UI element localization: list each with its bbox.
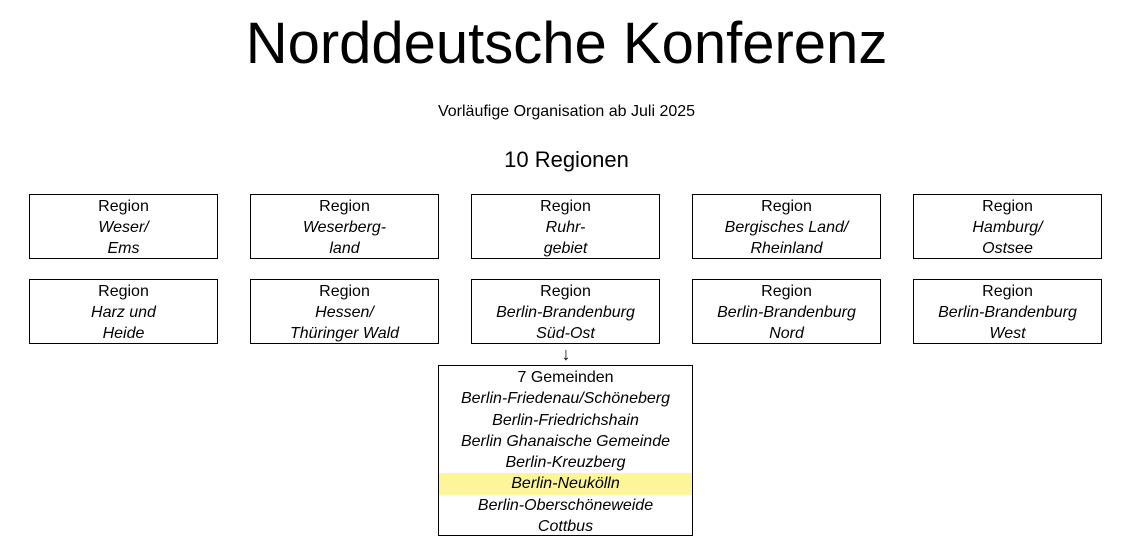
- region-name-line1: Berlin-Brandenburg: [938, 304, 1077, 321]
- region-name-line2: land: [329, 240, 360, 257]
- region-name-line1: Harz und: [91, 304, 156, 321]
- gemeinde-item: Berlin-Kreuzberg: [505, 454, 626, 472]
- region-box-berlin-brandenburg-nord: [692, 279, 881, 344]
- region-box-hessen-thueringer-wald: [250, 279, 439, 344]
- region-name-line2: Süd-Ost: [536, 325, 595, 342]
- region-name-line1: Weserberg-: [302, 219, 387, 236]
- region-box-hamburg-ostsee: [913, 194, 1102, 259]
- page-title: Norddeutsche Konferenz: [245, 11, 888, 76]
- page-subtitle: Vorläufige Organisation ab Juli 2025: [437, 103, 696, 120]
- regions-count-heading: 10 Regionen: [504, 147, 629, 172]
- region-label: Region: [319, 198, 370, 215]
- region-name-line2: Rheinland: [750, 240, 823, 257]
- gemeinden-box: [438, 365, 693, 536]
- region-label: Region: [98, 198, 149, 215]
- region-name-line1: Ruhr-: [545, 219, 586, 236]
- region-name-line1: Bergisches Land/: [724, 219, 849, 236]
- region-box-harz-heide: [29, 279, 218, 344]
- region-name-line2: West: [989, 325, 1026, 342]
- region-name-line1: Weser/: [98, 219, 149, 236]
- region-name-line1: Hessen/: [315, 304, 374, 321]
- region-label: Region: [761, 198, 812, 215]
- region-label: Region: [319, 283, 370, 300]
- region-name-line1: Hamburg/: [972, 219, 1043, 236]
- region-name-line2: Ostsee: [982, 240, 1033, 257]
- region-box-bergisches-land-rheinland: [692, 194, 881, 259]
- region-name-line1: Berlin-Brandenburg: [496, 304, 635, 321]
- region-name-line1: Berlin-Brandenburg: [717, 304, 856, 321]
- region-name-line2: Ems: [107, 240, 140, 257]
- down-arrow-icon: ↓: [561, 344, 571, 364]
- region-label: Region: [540, 283, 591, 300]
- region-box-ruhrgebiet: [471, 194, 660, 259]
- region-name-line2: gebiet: [543, 240, 588, 257]
- region-label: Region: [98, 283, 149, 300]
- gemeinde-item-highlighted: Berlin-Neukölln: [439, 473, 692, 494]
- region-label: Region: [982, 198, 1033, 215]
- gemeinde-item: Berlin-Friedenau/Schöneberg: [460, 390, 670, 408]
- region-label: Region: [540, 198, 591, 215]
- region-name-line2: Nord: [769, 325, 804, 342]
- region-box-weser-ems: [29, 194, 218, 259]
- gemeinde-item: Berlin Ghanaische Gemeinde: [460, 432, 670, 450]
- gemeinden-heading: 7 Gemeinden: [517, 369, 614, 386]
- region-box-weserbergland: [250, 194, 439, 259]
- region-box-berlin-brandenburg-sued-ost: [471, 279, 660, 344]
- gemeinde-item: Cottbus: [537, 518, 594, 536]
- region-box-berlin-brandenburg-west: [913, 279, 1102, 344]
- gemeinde-item: Berlin-Oberschöneweide: [477, 496, 654, 514]
- region-name-line2: Thüringer Wald: [289, 325, 400, 342]
- region-label: Region: [982, 283, 1033, 300]
- region-name-line2: Heide: [102, 325, 145, 342]
- gemeinde-item: Berlin-Friedrichshain: [492, 411, 639, 429]
- region-label: Region: [761, 283, 812, 300]
